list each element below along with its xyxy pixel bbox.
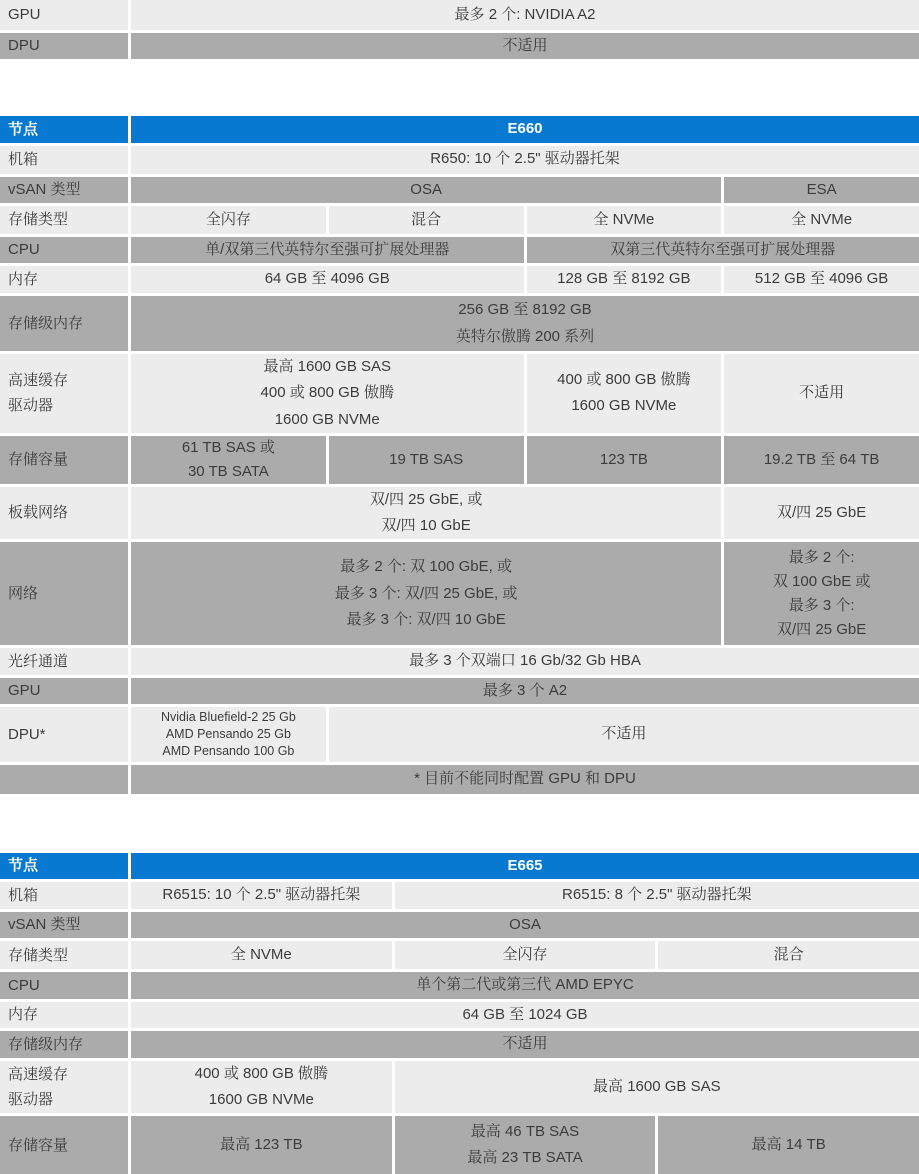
row-label-line: vSAN 类型	[8, 177, 81, 203]
row-label	[0, 177, 128, 203]
row-label	[0, 206, 128, 234]
spec-cell-line: AMD Pensando 25 Gb	[166, 726, 291, 743]
spec-table-e660	[0, 116, 919, 794]
spec-cell-line: R6515: 8 个 2.5" 驱动器托架	[562, 882, 752, 908]
spec-cell-line: 双/四 25 GbE, 或	[370, 487, 483, 513]
spec-cell	[395, 1116, 656, 1174]
spec-cell	[329, 206, 524, 234]
spec-table-e660-row-11	[0, 648, 919, 674]
spec-cell	[131, 266, 524, 293]
spec-cell	[131, 1061, 392, 1114]
spec-cell	[131, 206, 326, 234]
spec-cell	[131, 542, 721, 645]
row-label-line: 存储类型	[8, 207, 68, 233]
row-label	[0, 1002, 128, 1028]
row-label-line: 板载网络	[8, 500, 68, 526]
spec-cell-line: Nvidia Bluefield-2 25 Gb	[161, 709, 296, 726]
spec-cell-line: OSA	[410, 177, 442, 203]
spec-cell	[131, 487, 721, 540]
spec-table-e665-row-0	[0, 853, 919, 879]
spec-cell	[724, 354, 919, 433]
spec-cell-line: 最高 1600 GB SAS	[263, 354, 391, 380]
spec-cell-line: 64 GB 至 4096 GB	[265, 266, 390, 292]
row-label-line: 节点	[8, 117, 38, 143]
row-label	[0, 1116, 128, 1174]
row-label	[0, 648, 128, 674]
row-label	[0, 882, 128, 909]
spec-cell	[131, 1031, 919, 1058]
spec-cell-line: 双/四 25 GbE	[777, 500, 866, 526]
spec-cell	[395, 882, 919, 909]
row-label-line: 内存	[8, 1002, 38, 1028]
spec-cell	[131, 912, 919, 938]
row-label-line: 存储级内存	[8, 311, 83, 337]
spec-cell-line: OSA	[509, 912, 541, 938]
spec-cell-line: 全 NVMe	[791, 207, 852, 233]
table-title-cell	[131, 116, 919, 142]
spec-cell	[131, 33, 919, 59]
spec-cell-line: AMD Pensando 100 Gb	[162, 743, 294, 760]
row-label	[0, 542, 128, 645]
spec-cell	[527, 206, 722, 234]
spec-cell-line: 400 或 800 GB 傲腾	[195, 1061, 328, 1087]
spec-cell-line: 1600 GB NVMe	[209, 1087, 314, 1113]
spec-cell-line: 64 GB 至 1024 GB	[462, 1002, 587, 1028]
spec-table-e665-row-5	[0, 1002, 919, 1028]
spec-cell	[724, 487, 919, 540]
spec-cell-line: * 目前不能同时配置 GPU 和 DPU	[414, 766, 636, 792]
spec-cell-line: E665	[507, 853, 542, 879]
spec-cell-line: 最高 123 TB	[220, 1132, 303, 1158]
spec-cell	[329, 436, 524, 484]
spec-table-e665-row-3	[0, 941, 919, 969]
spec-cell-line: 最高 1600 GB SAS	[593, 1074, 721, 1100]
spec-cell-line: 单个第二代或第三代 AMD EPYC	[416, 972, 634, 998]
table-title-cell	[131, 853, 919, 879]
spec-cell-line: 123 TB	[600, 447, 648, 473]
spec-cell	[131, 237, 524, 263]
spec-table-e660-row-3	[0, 206, 919, 234]
spec-cell-line: 最多 2 个: NVIDIA A2	[455, 2, 596, 28]
spec-cell-line: 61 TB SAS 或	[182, 436, 275, 460]
row-label	[0, 1061, 128, 1114]
spec-table-e660-row-6	[0, 296, 919, 351]
row-label-line: GPU	[8, 678, 41, 704]
spec-cell	[131, 882, 392, 909]
spec-table-e660-row-2	[0, 177, 919, 203]
spec-cell	[131, 436, 326, 484]
spec-cell-line: 最多 3 个双端口 16 Gb/32 Gb HBA	[409, 648, 641, 674]
row-label-line: 机箱	[8, 883, 38, 909]
spec-cell-line: ESA	[807, 177, 837, 203]
spec-cell	[527, 237, 919, 263]
row-label	[0, 1031, 128, 1058]
spec-cell-line: 全闪存	[206, 207, 251, 233]
spec-table-e660-row-8	[0, 436, 919, 484]
spec-table-e660-row-7	[0, 354, 919, 433]
spec-table-previous-node	[0, 0, 919, 59]
spec-cell	[131, 1002, 919, 1028]
spec-cell	[131, 765, 919, 794]
spec-cell-line: 512 GB 至 4096 GB	[755, 266, 888, 292]
spec-cell-line: 不适用	[502, 1031, 547, 1057]
spec-table-e665-row-8	[0, 1116, 919, 1174]
row-label	[0, 296, 128, 351]
row-label-line: 存储类型	[8, 943, 68, 969]
row-label	[0, 765, 128, 794]
spec-table-e660-row-9	[0, 487, 919, 540]
spec-cell-line: 19.2 TB 至 64 TB	[764, 447, 880, 473]
row-label-line: 机箱	[8, 147, 38, 173]
spec-table-e660-row-5	[0, 266, 919, 293]
spec-cell-line: 最高 46 TB SAS	[471, 1119, 579, 1145]
table-header-label	[0, 116, 128, 142]
spec-table-e660-row-14	[0, 765, 919, 794]
row-label	[0, 678, 128, 704]
spec-cell-line: 19 TB SAS	[389, 447, 463, 473]
spec-table-e660-row-10	[0, 542, 919, 645]
row-label	[0, 487, 128, 540]
spec-cell-line: 最多 2 个: 双 100 GbE, 或	[340, 554, 512, 580]
spec-cell	[131, 678, 919, 704]
row-label-line: 存储级内存	[8, 1032, 83, 1058]
spec-cell-line: 不适用	[502, 33, 547, 59]
spec-cell	[724, 177, 919, 203]
spec-table-e665-row-7	[0, 1061, 919, 1114]
spec-table-e660-row-12	[0, 678, 919, 704]
row-label-line: GPU	[8, 2, 41, 28]
spec-cell-line: 全 NVMe	[231, 942, 292, 968]
row-label-line: 高速缓存	[8, 1062, 68, 1088]
spec-cell	[724, 542, 919, 645]
spec-cell-line: R6515: 10 个 2.5" 驱动器托架	[162, 882, 360, 908]
spec-table-e660-row-1	[0, 146, 919, 174]
spec-cell-line: 双 100 GbE 或	[773, 570, 871, 594]
row-label	[0, 33, 128, 59]
spec-cell-line: 1600 GB NVMe	[275, 407, 380, 433]
table-header-label	[0, 853, 128, 879]
spec-cell-line: E660	[507, 116, 542, 142]
row-label-line: 高速缓存	[8, 368, 68, 394]
spec-table-e665-row-6	[0, 1031, 919, 1058]
spec-cell-line: 双/四 25 GbE	[777, 618, 866, 642]
spec-cell-line: 最多 3 个 A2	[483, 678, 567, 704]
row-label-line: DPU	[8, 33, 40, 59]
spec-cell-line: 最高 14 TB	[752, 1132, 826, 1158]
spec-cell	[329, 707, 919, 762]
spec-cell	[131, 146, 919, 174]
spec-cell-line: 400 或 800 GB 傲腾	[261, 380, 394, 406]
spec-cell-line: 全 NVMe	[593, 207, 654, 233]
spec-table-e665-row-4	[0, 972, 919, 998]
spec-cell-line: 256 GB 至 8192 GB	[458, 297, 591, 323]
spec-cell-line: 30 TB SATA	[188, 460, 269, 484]
spec-cell	[658, 1116, 919, 1174]
spec-table-e660-row-0	[0, 116, 919, 142]
row-label	[0, 354, 128, 433]
spec-cell	[658, 941, 919, 969]
spec-cell	[395, 941, 656, 969]
spec-cell-line: 双第三代英特尔至强可扩展处理器	[610, 237, 835, 263]
row-label	[0, 436, 128, 484]
spec-cell	[131, 354, 524, 433]
spec-cell-line: 最多 3 个: 双/四 10 GbE	[347, 607, 506, 633]
spec-cell	[131, 648, 919, 674]
spec-cell	[527, 354, 722, 433]
spec-cell-line: 不适用	[601, 721, 646, 747]
row-label-line: 内存	[8, 267, 38, 293]
row-label	[0, 0, 128, 30]
spec-table-e665	[0, 853, 919, 1174]
row-label-line: 网络	[8, 581, 38, 607]
spec-table-e660-row-4	[0, 237, 919, 263]
spec-cell	[131, 296, 919, 351]
row-label-line: 驱动器	[8, 1087, 53, 1113]
row-label-line: 存储容量	[8, 447, 68, 473]
row-label	[0, 146, 128, 174]
row-label	[0, 912, 128, 938]
spec-cell-line: 混合	[411, 207, 441, 233]
spec-cell-line: 最多 3 个:	[789, 594, 855, 618]
spec-table-e660-row-13	[0, 707, 919, 762]
spec-table-e665-row-2	[0, 912, 919, 938]
spec-cell-line: 双/四 10 GbE	[382, 513, 471, 539]
spec-cell	[131, 1116, 392, 1174]
row-label	[0, 707, 128, 762]
spec-cell-line: R650: 10 个 2.5" 驱动器托架	[430, 146, 620, 172]
spec-table-previous-node-row-1	[0, 33, 919, 59]
spec-cell	[131, 972, 919, 998]
spec-cell-line: 128 GB 至 8192 GB	[557, 266, 690, 292]
row-label-line: CPU	[8, 973, 40, 999]
row-label-line: DPU*	[8, 722, 46, 748]
spec-cell	[527, 266, 722, 293]
spec-cell-line: 最多 2 个:	[789, 546, 855, 570]
spec-cell-line: 最高 23 TB SATA	[467, 1145, 582, 1171]
spec-cell	[395, 1061, 919, 1114]
spec-cell-line: 400 或 800 GB 傲腾	[557, 367, 690, 393]
row-label-line: 光纤通道	[8, 649, 68, 675]
spec-cell-line: 混合	[774, 942, 804, 968]
row-label-line: 节点	[8, 853, 38, 879]
spec-cell-line: 最多 3 个: 双/四 25 GbE, 或	[335, 581, 518, 607]
spec-cell	[724, 266, 919, 293]
row-label-line: vSAN 类型	[8, 912, 81, 938]
spec-cell	[131, 177, 721, 203]
spec-cell	[527, 436, 722, 484]
spec-cell-line: 英特尔傲腾 200 系列	[456, 324, 594, 350]
spec-cell	[131, 0, 919, 30]
spec-table-e665-row-1	[0, 882, 919, 909]
spec-cell-line: 不适用	[799, 380, 844, 406]
row-label	[0, 941, 128, 969]
spec-cell	[131, 941, 392, 969]
spec-cell-line: 全闪存	[502, 942, 547, 968]
spec-cell	[724, 206, 919, 234]
spec-cell-line: 1600 GB NVMe	[571, 393, 676, 419]
row-label-line: CPU	[8, 237, 40, 263]
spec-table-previous-node-row-0	[0, 0, 919, 30]
spec-cell	[724, 436, 919, 484]
row-label	[0, 237, 128, 263]
spec-cell	[131, 707, 326, 762]
row-label-line: 存储容量	[8, 1133, 68, 1159]
row-label	[0, 266, 128, 293]
spec-cell-line: 单/双第三代英特尔至强可扩展处理器	[205, 237, 449, 263]
row-label-line: 驱动器	[8, 393, 53, 419]
row-label	[0, 972, 128, 998]
